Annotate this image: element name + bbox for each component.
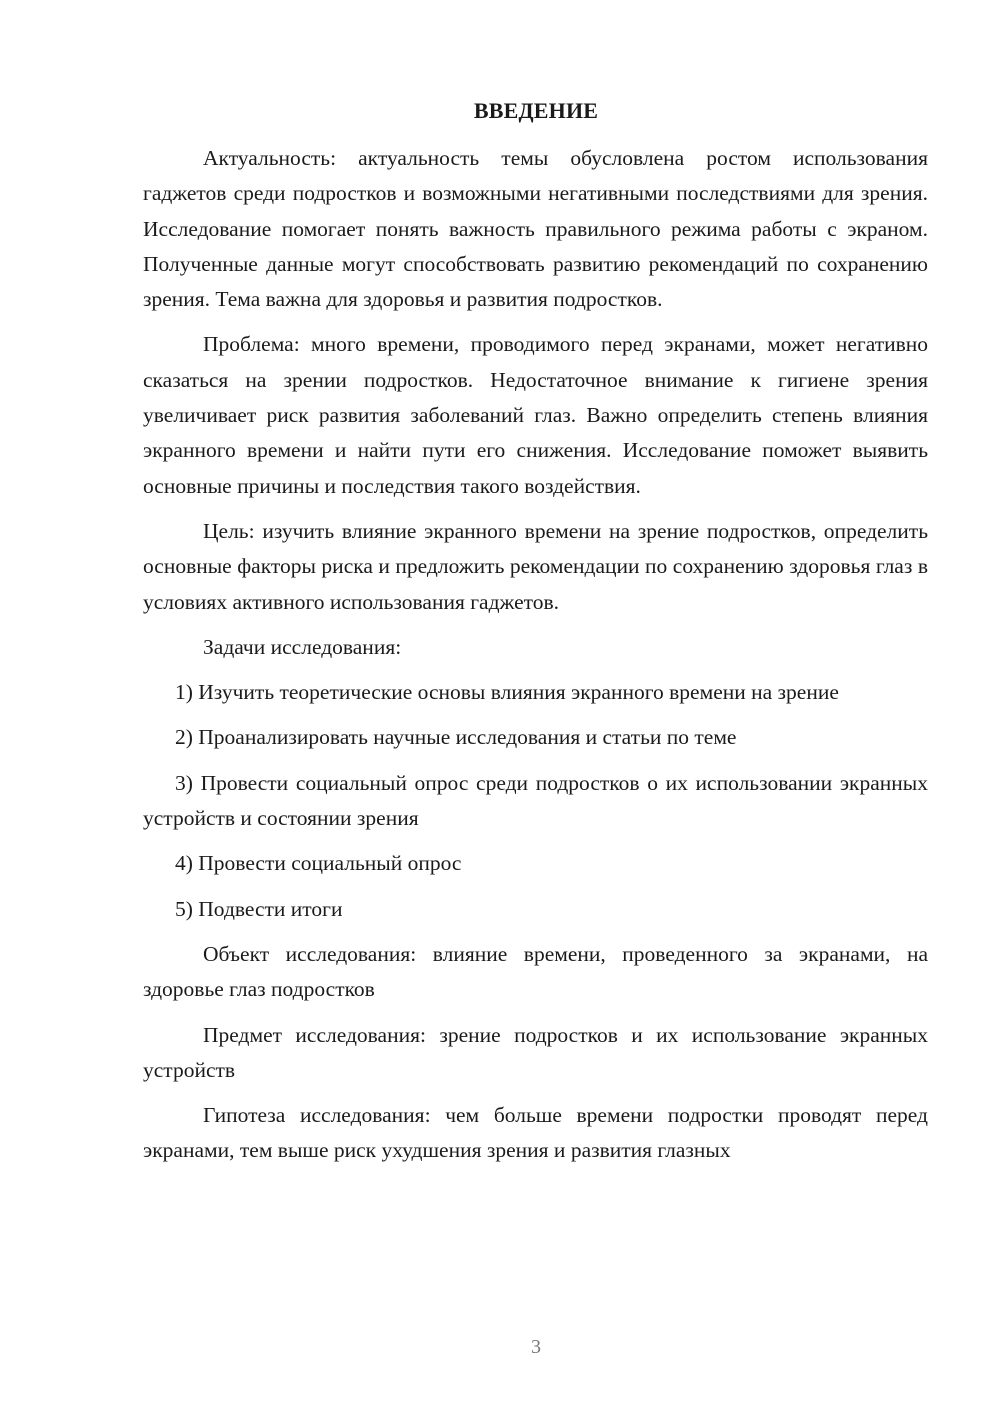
paragraph-relevance: Актуальность: актуальность темы обусловлена ростом использования гаджетов среди подростков и возможными негативными последствиями для зрения. Исследование помогает понять важность правильного режима работы с экраном. Полученные данные могут способствовать развитию рекомендаций по сохранению зрения. Тема важна для здоровья и развития подростков. xyxy=(143,146,928,312)
paragraph-subject: Предмет исследования: зрение подростков и их использование экранных устройств xyxy=(143,1022,928,1082)
body-text xyxy=(143,141,928,1179)
page-number: 3 xyxy=(531,1336,541,1358)
task-item-2: 2) Проанализировать научные исследования и статьи по теме xyxy=(175,725,737,750)
paragraph-goal: Цель: изучить влияние экранного времени на зрение подростков, определить основные факторы риска и предложить рекомендации по сохранению здоровья глаз в условиях активного использования гаджетов. xyxy=(143,518,928,614)
task-item-5: 5) Подвести итоги xyxy=(175,896,343,921)
task-item-4: 4) Провести социальный опрос xyxy=(175,851,462,876)
task-item-3: 3) Провести социальный опрос среди подростков о их использовании экранных устройств и состоянии зрения xyxy=(143,770,928,831)
tasks-heading: Задачи исследования: xyxy=(203,634,402,659)
paragraph-object: Объект исследования: влияние времени, проведенного за экранами, на здоровье глаз подростков xyxy=(143,941,928,1002)
task-item-1: 1) Изучить теоретические основы влияния экранного времени на зрение xyxy=(175,680,839,705)
paragraph-problem: Проблема: много времени, проводимого перед экранами, может негативно сказаться на зрении подростков. Недостаточное внимание к гигиене зрения увеличивает риск развития заболеваний глаз. Важно определить степень влияния экранного времени и найти пути его снижения. Исследование поможет выявить основные причины и последствия такого воздействия. xyxy=(143,332,928,498)
paragraph-hypothesis: Гипотеза исследования: чем больше времени подростки проводят перед экранами, тем выше риск ухудшения зрения и развития глазных xyxy=(143,1103,928,1163)
section-title: ВВЕДЕНИЕ xyxy=(473,98,599,123)
